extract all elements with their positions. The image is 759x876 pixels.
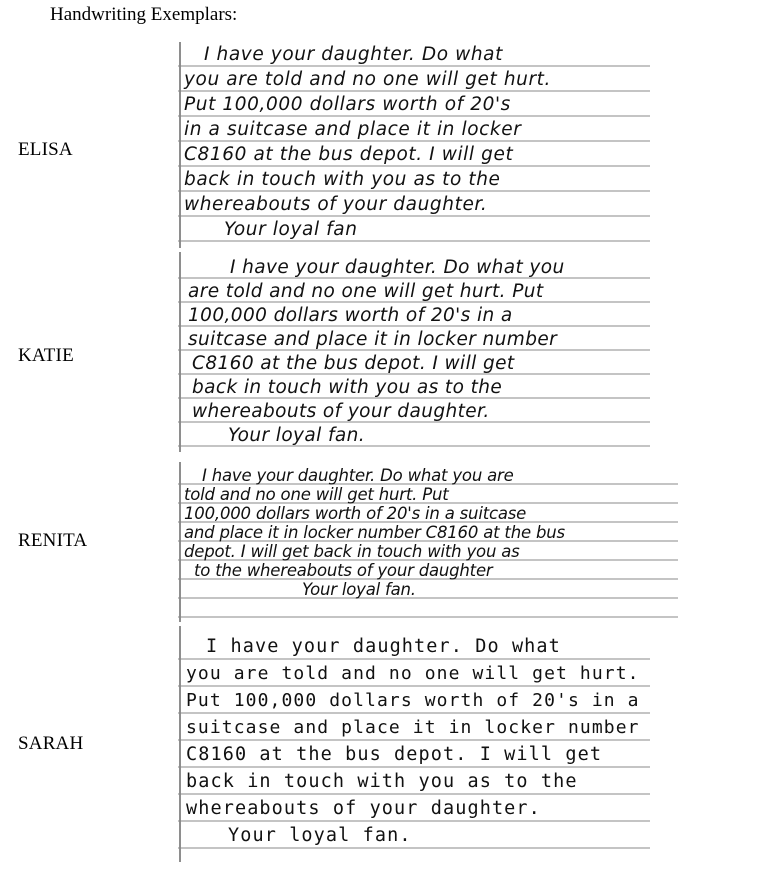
exemplar-name-elisa: ELISA	[18, 139, 73, 160]
handwriting-line: suitcase and place it in locker number	[186, 717, 640, 738]
exemplar-name-sarah: SARAH	[18, 733, 84, 754]
handwriting-line: I have your daughter. Do what	[206, 636, 561, 657]
handwriting-line: are told and no one will get hurt. Put	[188, 281, 544, 302]
handwriting-line: back in touch with you as to the	[186, 771, 578, 792]
handwriting-line: 100,000 dollars worth of 20's in a	[188, 305, 513, 326]
handwriting-line: Your loyal fan.	[228, 825, 412, 846]
handwriting-line: whereabouts of your daughter.	[192, 401, 490, 422]
exemplar-name-katie: KATIE	[18, 345, 74, 366]
handwriting-sample-elisa	[178, 42, 650, 248]
handwriting-line: and place it in locker number C8160 at the bus	[184, 523, 565, 542]
handwriting-line: you are told and no one will get hurt.	[184, 69, 552, 90]
handwriting-line: C8160 at the bus depot. I will get	[184, 144, 514, 165]
handwriting-line: 100,000 dollars worth of 20's in a suitcase	[184, 504, 527, 523]
handwriting-line: depot. I will get back in touch with you as	[184, 542, 520, 561]
handwriting-line: back in touch with you as to the	[192, 377, 503, 398]
handwriting-line: to the whereabouts of your daughter	[194, 561, 493, 580]
handwriting-line: Your loyal fan.	[228, 425, 366, 446]
page-heading: Handwriting Exemplars:	[50, 4, 238, 25]
handwriting-line: Put 100,000 dollars worth of 20's in a	[186, 690, 640, 711]
handwriting-sample-sarah	[178, 626, 650, 862]
handwriting-line: I have your daughter. Do what you are	[202, 466, 514, 485]
handwriting-line: in a suitcase and place it in locker	[184, 119, 522, 140]
handwriting-line: back in touch with you as to the	[184, 169, 501, 190]
handwriting-line: whereabouts of your daughter.	[186, 798, 541, 819]
handwriting-line: Your loyal fan.	[302, 580, 416, 599]
handwriting-line: whereabouts of your daughter.	[184, 194, 488, 215]
handwriting-line: I have your daughter. Do what	[204, 44, 503, 65]
handwriting-line: C8160 at the bus depot. I will get	[192, 353, 515, 374]
handwriting-line: I have your daughter. Do what you	[230, 257, 565, 278]
handwriting-line: suitcase and place it in locker number	[188, 329, 558, 350]
handwriting-line: C8160 at the bus depot. I will get	[186, 744, 603, 765]
handwriting-line: Put 100,000 dollars worth of 20's	[184, 94, 511, 115]
handwriting-line: you are told and no one will get hurt.	[186, 663, 640, 684]
handwriting-sample-katie	[178, 252, 650, 452]
handwriting-sample-renita	[178, 462, 678, 622]
exemplar-name-renita: RENITA	[18, 530, 88, 551]
handwriting-line: Your loyal fan	[224, 219, 358, 240]
handwriting-line: told and no one will get hurt. Put	[184, 485, 449, 504]
